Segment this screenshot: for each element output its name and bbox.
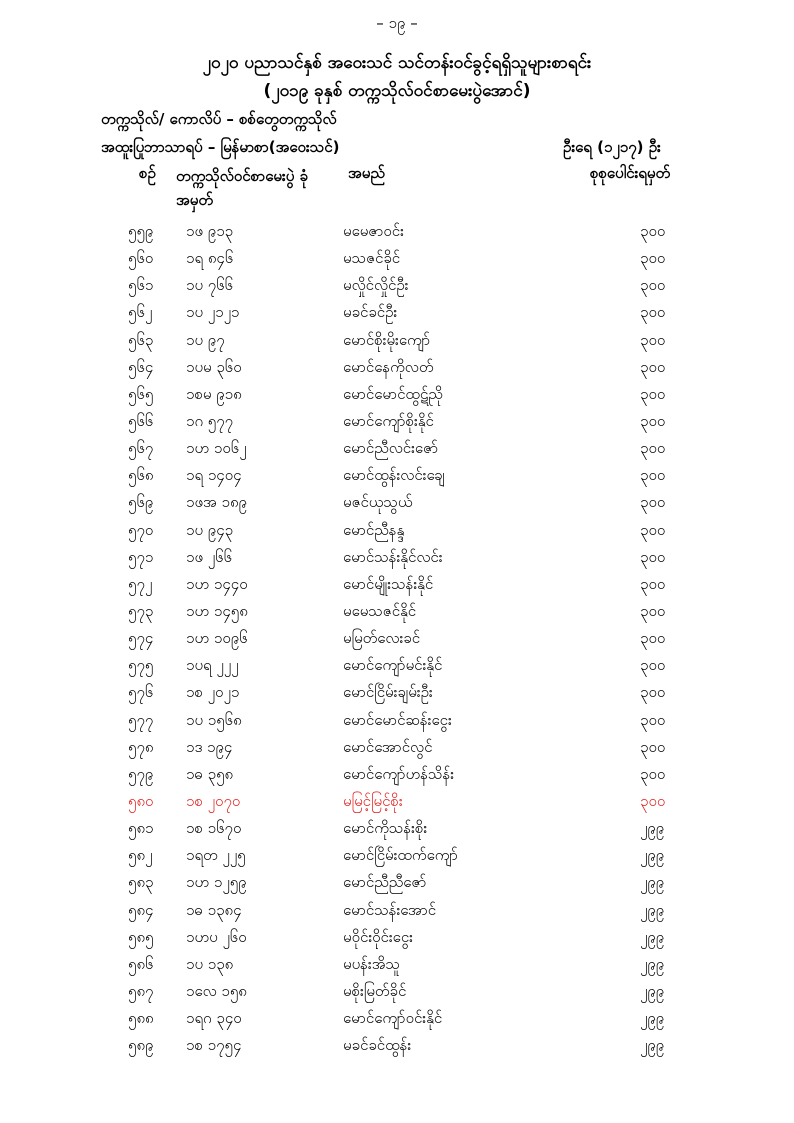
header-no: စဉ် xyxy=(139,164,156,182)
table-row xyxy=(0,869,794,896)
row-name: မောင်မောင်ဆန်းငွေး xyxy=(343,710,452,729)
row-marks: ၃၀၀ xyxy=(640,330,666,349)
row-number: ၅၆၀ xyxy=(128,249,154,268)
department-label: အထူးပြုဘာသာရပ် – မြန်မာစာ(အဝေးသင်) xyxy=(101,138,340,156)
row-marks: ၃၀၀ xyxy=(640,466,666,485)
row-marks: ၂၉၉ xyxy=(640,900,665,919)
row-number: ၅၇၆ xyxy=(128,683,154,702)
row-number: ၅၅၉ xyxy=(128,222,154,240)
row-name: မောင်မောင်ထွဋ်ညို xyxy=(343,384,443,403)
row-name: မောင်ညီလင်းဇော် xyxy=(343,439,439,458)
table-row xyxy=(0,571,794,598)
row-number: ၅၈၈ xyxy=(128,1009,154,1028)
row-roll-number: ၁ဖ ၉၁၃ xyxy=(186,222,234,240)
table-row xyxy=(0,978,794,1005)
table-row xyxy=(0,245,794,272)
table-row xyxy=(0,218,794,245)
row-name: မောင်ကျော်မင်းနိုင် xyxy=(343,656,443,675)
row-marks: ၂၉၉ xyxy=(640,819,665,838)
row-marks: ၃၀၀ xyxy=(640,520,666,539)
table-row xyxy=(0,598,794,625)
row-name: မပန်းအိသူ xyxy=(343,954,400,973)
row-number: ၅၆၁ xyxy=(128,276,154,295)
row-roll-number: ၁ဖ ၂၆၆ xyxy=(186,547,233,566)
row-number: ၅၆၇ xyxy=(128,439,154,458)
row-name: မဇင်ယုသွယ် xyxy=(343,493,413,512)
row-name: မောင်ညီညီဇော် xyxy=(343,873,427,892)
row-number: ၅၇၈ xyxy=(128,737,154,756)
row-roll-number: ၁ပမ ၃၆၀ xyxy=(186,357,242,376)
table-row xyxy=(0,815,794,842)
row-roll-number: ၁စ ၁၆၇၀ xyxy=(186,819,242,838)
row-number: ၅၈၉ xyxy=(128,1036,154,1055)
row-marks: ၃၀၀ xyxy=(640,629,666,648)
document-title: ၂၀၂၀ ပညာသင်နှစ် အဝေးသင် သင်တန်းဝင်ခွင့်ရရှိသူများစာရင်း xyxy=(202,53,592,73)
row-roll-number: ၁ဂ ၅၇၇ xyxy=(186,411,234,430)
row-roll-number: ၁ဟ ၁၂၅၉ xyxy=(186,873,247,892)
row-number: ၅၈၅ xyxy=(128,927,154,946)
row-name: မခင်ခင်ဦး xyxy=(343,303,398,322)
row-number: ၅၆၄ xyxy=(128,357,154,376)
row-roll-number: ၁စမ ၉၁၈ xyxy=(186,384,242,403)
row-number: ၅၆၉ xyxy=(128,493,154,512)
row-number: ၅၇၂ xyxy=(128,574,153,593)
row-marks: ၃၀၀ xyxy=(640,737,666,756)
row-number: ၅၇၉ xyxy=(128,764,154,783)
row-number: ၅၇၁ xyxy=(128,547,154,566)
row-marks: ၂၉၉ xyxy=(640,954,665,973)
table-row xyxy=(0,707,794,734)
row-marks: ၃၀၀ xyxy=(640,710,666,729)
row-name: မမေသဇင်နိုင် xyxy=(343,601,417,620)
row-name: မမေဇာဝင်း xyxy=(343,222,404,240)
row-marks: ၃၀၀ xyxy=(640,683,666,702)
row-name: မောင်သန်းနိုင်လင်း xyxy=(343,547,443,566)
header-roll: တက္ကသိုလ်ဝင်စာမေးပွဲ ခုံအမှတ် xyxy=(176,167,308,209)
row-marks: ၃၀၀ xyxy=(640,764,666,783)
row-roll-number: ၁ပ ၉၄၃ xyxy=(186,520,234,539)
row-marks: ၂၉၉ xyxy=(640,981,665,1000)
row-name: မသဇင်ခိုင် xyxy=(343,249,401,268)
row-name: မမြင့်မြင့်စိုး xyxy=(343,791,403,810)
row-number: ၅၈၆ xyxy=(128,954,154,973)
row-roll-number: ၁ဖအ ၁၈၉ xyxy=(186,493,247,512)
row-roll-number: ၁ဒ ၁၉၄ xyxy=(186,737,233,756)
table-row xyxy=(0,462,794,489)
row-number: ၅၇၅ xyxy=(128,656,154,675)
row-number: ၅၈၀ xyxy=(128,791,154,810)
row-marks: ၃၀၀ xyxy=(640,791,666,810)
row-name: မောင်သန်းအောင် xyxy=(343,900,437,919)
row-marks: ၃၀၀ xyxy=(640,574,666,593)
row-name: မောင်ကိုသန်းစိုး xyxy=(343,819,428,838)
university-label: တက္ကသိုလ်/ ကောလိပ် – စစ်တွေတက္ကသိုလ် xyxy=(101,110,337,128)
row-roll-number: ၁ရ ၈၄၆ xyxy=(186,249,234,268)
table-row xyxy=(0,408,794,435)
row-marks: ၂၉၉ xyxy=(640,1009,665,1028)
row-roll-number: ၁ပ ၂၁၂၁ xyxy=(186,303,240,322)
row-roll-number: ၁စ ၁၇၅၄ xyxy=(186,1036,242,1055)
row-roll-number: ၁ဟ ၁၀၆၂ xyxy=(186,439,247,458)
table-row xyxy=(0,897,794,924)
page-number: – ၁၉ – xyxy=(376,14,418,32)
table-row xyxy=(0,327,794,354)
row-number: ၅၇၀ xyxy=(128,520,154,539)
row-marks: ၃၀၀ xyxy=(640,276,666,295)
row-marks: ၃၀၀ xyxy=(640,656,666,675)
total-count: ဦးရေ (၁၂၁၇) ဦး xyxy=(563,138,661,156)
row-roll-number: ၁ပ ၁၃၈ xyxy=(186,954,234,973)
row-name: မောင်အောင်လွင် xyxy=(343,737,433,756)
table-row xyxy=(0,734,794,761)
row-name: မောင်ကျော်စိုးနိုင် xyxy=(343,411,434,430)
row-roll-number: ၁ပ ၁၅၆၈ xyxy=(186,710,242,729)
row-number: ၅၆၅ xyxy=(128,384,154,403)
row-name: မောင်ညီနန္ဒ xyxy=(343,520,405,539)
row-name: မောင်ငြိမ်းချမ်းဦး xyxy=(343,683,433,702)
row-number: ၅၈၂ xyxy=(128,846,153,865)
table-row xyxy=(0,842,794,869)
row-marks: ၃၀၀ xyxy=(640,357,666,376)
row-marks: ၂၉၉ xyxy=(640,846,665,865)
row-marks: ၂၉၉ xyxy=(640,873,665,892)
row-marks: ၃၀၀ xyxy=(640,493,666,512)
row-roll-number: ၁လေ ၁၅၈ xyxy=(186,981,247,1000)
table-row xyxy=(0,1005,794,1032)
row-name: မမြတ်လေးခင် xyxy=(343,629,421,648)
table-row xyxy=(0,679,794,706)
row-roll-number: ၁ဟ ၁၄၅၈ xyxy=(186,601,248,620)
row-roll-number: ၁ပ ၇၆၆ xyxy=(186,276,234,295)
row-roll-number: ၁ရ ၁၄၀၄ xyxy=(186,466,242,485)
row-roll-number: ၁ဓ ၁၃၈၄ xyxy=(186,900,242,919)
table-row xyxy=(0,652,794,679)
row-number: ၅၆၆ xyxy=(128,411,154,430)
row-marks: ၂၉၉ xyxy=(640,1036,665,1055)
table-row xyxy=(0,924,794,951)
row-name: မဝိုင်းဝိုင်းငွေး xyxy=(343,927,413,946)
row-name: မောင်ကျော်ဝင်းနိုင် xyxy=(343,1009,443,1028)
table-row xyxy=(0,625,794,652)
header-name: အမည် xyxy=(348,164,385,182)
table-row xyxy=(0,272,794,299)
row-marks: ၃၀၀ xyxy=(640,249,666,268)
row-marks: ၃၀၀ xyxy=(640,601,666,620)
row-number: ၅၆၂ xyxy=(128,303,153,322)
row-marks: ၃၀၀ xyxy=(640,303,666,322)
table-row xyxy=(0,517,794,544)
row-name: မစိုးမြတ်ခိုင် xyxy=(343,981,407,1000)
table-row xyxy=(0,1032,794,1059)
document-subtitle: (၂၀၁၉ ခုနှစ် တက္ကသိုလ်ဝင်စာမေးပွဲအောင်) xyxy=(263,81,531,101)
row-number: ၅၇၃ xyxy=(128,601,154,620)
row-name: မောင်စိုးမိုးကျော် xyxy=(343,330,431,349)
row-name: မောင်ကျော်ဟန်သိန်း xyxy=(343,764,455,783)
row-number: ၅၆၃ xyxy=(128,330,154,349)
table-row xyxy=(0,435,794,462)
row-number: ၅၈၃ xyxy=(128,873,154,892)
row-marks: ၂၉၉ xyxy=(640,927,665,946)
row-number: ၅၈၁ xyxy=(128,819,154,838)
row-marks: ၃၀၀ xyxy=(640,547,666,566)
table-row xyxy=(0,788,794,815)
row-number: ၅၇၇ xyxy=(128,710,154,729)
row-name: မောင်မျိုးသန်းနိုင် xyxy=(343,574,434,593)
table-row xyxy=(0,354,794,381)
row-roll-number: ၁စ ၂၀၇၀ xyxy=(186,791,241,810)
row-roll-number: ၁ဟပ ၂၆၀ xyxy=(186,927,247,946)
row-roll-number: ၁ဓ ၃၅၈ xyxy=(186,764,234,783)
table-row xyxy=(0,544,794,571)
row-name: မလှိုင်လှိုင်ဦး xyxy=(343,276,409,295)
row-roll-number: ၁ဟ ၁၄၄၀ xyxy=(186,574,248,593)
row-number: ၅၆၈ xyxy=(128,466,154,485)
row-number: ၅၈၄ xyxy=(128,900,154,919)
row-roll-number: ၁ဟ ၁၀၉၆ xyxy=(186,629,248,648)
row-marks: ၃၀၀ xyxy=(640,384,666,403)
table-row xyxy=(0,381,794,408)
row-number: ၅၈၇ xyxy=(128,981,154,1000)
student-table xyxy=(0,218,794,1059)
row-roll-number: ၁ရဂ ၃၄၀ xyxy=(186,1009,242,1028)
row-name: မခင်ခင်ထွန်း xyxy=(343,1036,412,1055)
row-marks: ၃၀၀ xyxy=(640,222,666,240)
row-roll-number: ၁စ ၂၀၂၁ xyxy=(186,683,240,702)
row-name: မောင်ငြိမ်းထက်ကျော် xyxy=(343,846,458,865)
row-marks: ၃၀၀ xyxy=(640,439,666,458)
row-name: မောင်နေကိုလတ် xyxy=(343,357,434,376)
table-row xyxy=(0,299,794,326)
table-row xyxy=(0,951,794,978)
table-row xyxy=(0,489,794,516)
header-marks: စုစုပေါင်းရမှတ် xyxy=(590,164,671,182)
row-marks: ၃၀၀ xyxy=(640,411,666,430)
row-number: ၅၇၄ xyxy=(128,629,154,648)
row-roll-number: ၁ပရ ၂၂၂ xyxy=(186,656,239,675)
row-roll-number: ၁ပ ၉၇ xyxy=(186,330,225,349)
row-name: မောင်ထွန်းလင်းချေ xyxy=(343,466,445,485)
table-row xyxy=(0,761,794,788)
row-roll-number: ၁ရတ ၂၂၅ xyxy=(186,846,246,865)
